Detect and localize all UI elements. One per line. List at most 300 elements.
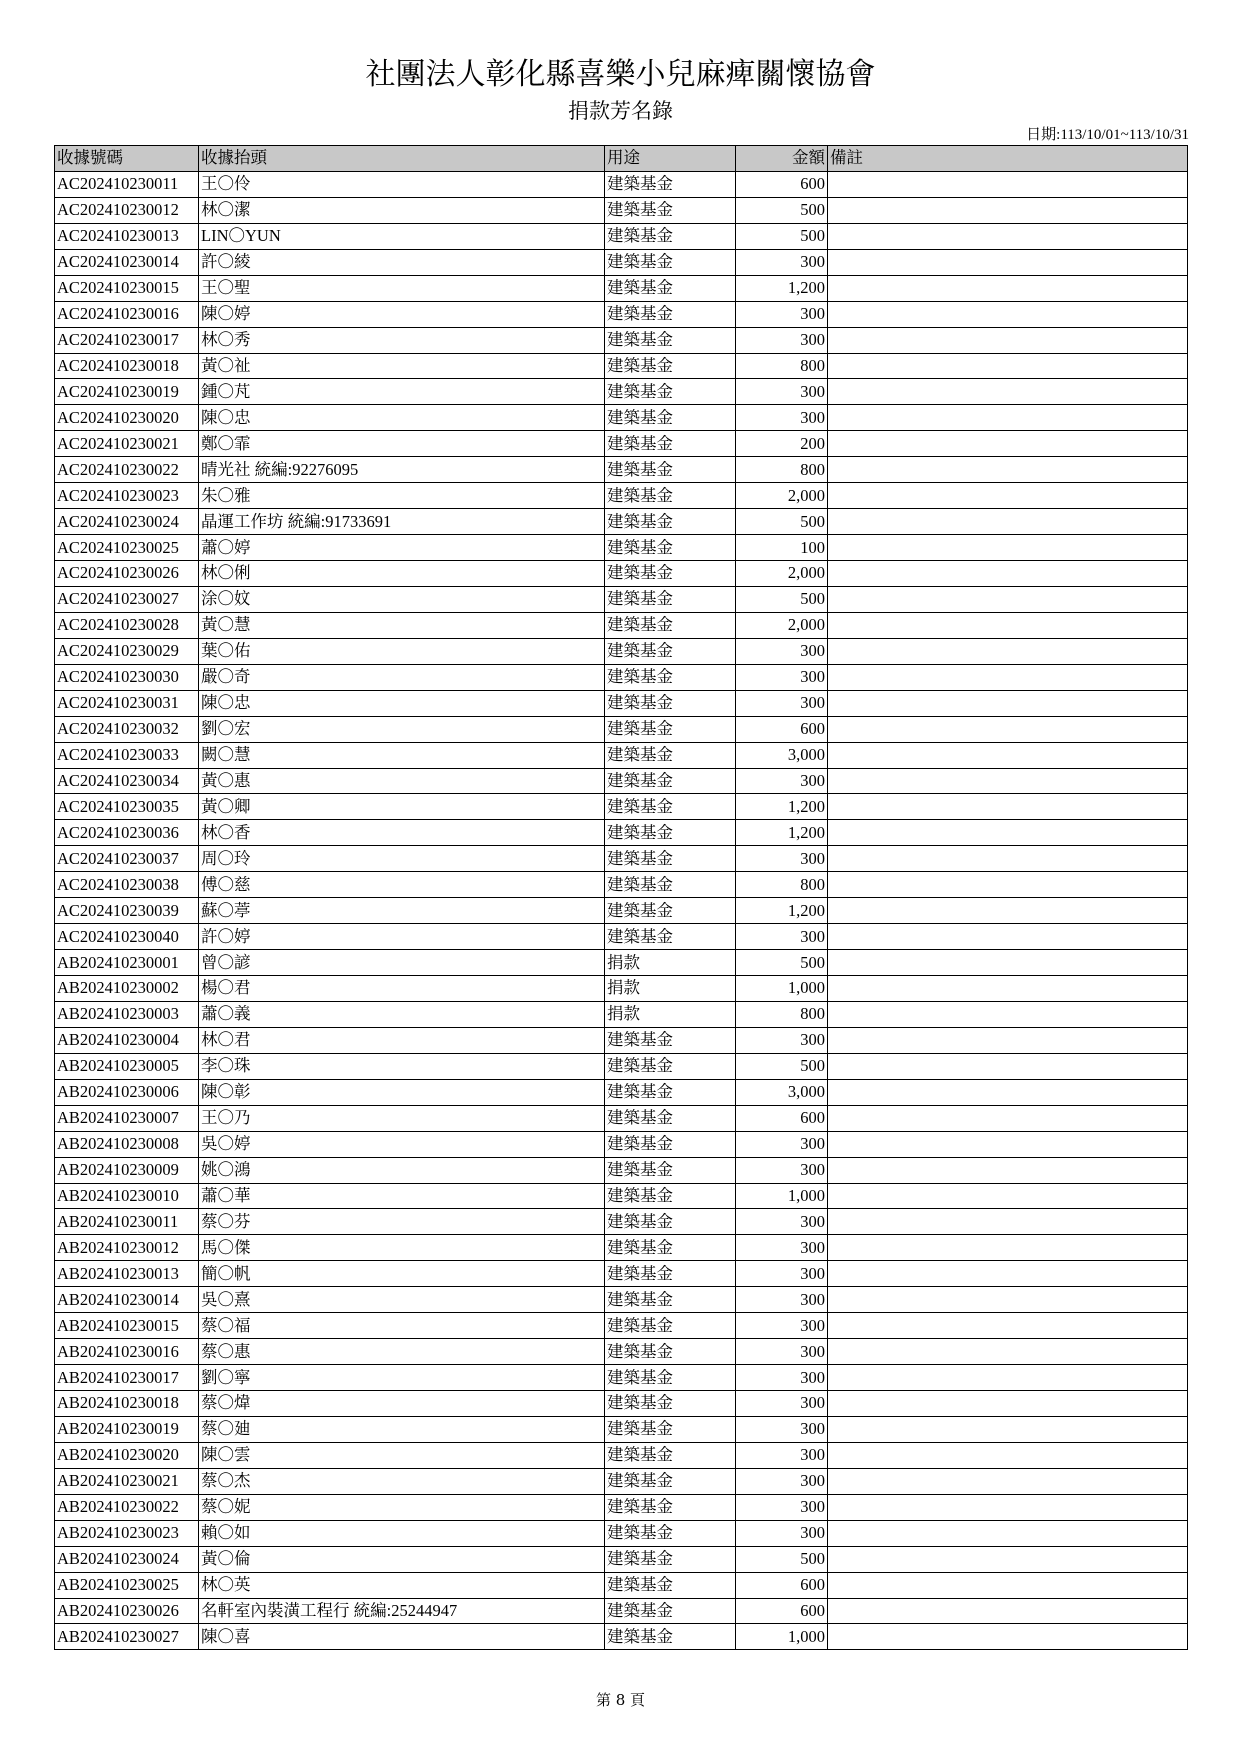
column-header-payee: 收據抬頭 — [199, 146, 605, 172]
payee-cell: 陳〇喜 — [199, 1624, 605, 1650]
purpose-cell: 建築基金 — [605, 612, 736, 638]
receipt-number-cell: AB202410230001 — [55, 950, 199, 976]
table-row — [55, 1131, 1188, 1157]
payee-cell: 王〇乃 — [199, 1105, 605, 1131]
receipt-number-cell: AC202410230011 — [55, 171, 199, 197]
payee-cell: 林〇俐 — [199, 561, 605, 587]
amount-cell: 300 — [736, 1131, 828, 1157]
purpose-cell: 建築基金 — [605, 1079, 736, 1105]
purpose-cell: 建築基金 — [605, 846, 736, 872]
amount-cell: 500 — [736, 509, 828, 535]
amount-cell: 300 — [736, 846, 828, 872]
remarks-cell — [828, 846, 1188, 872]
page-number: 第 8 頁 — [595, 1691, 646, 1709]
purpose-cell: 建築基金 — [605, 586, 736, 612]
payee-cell: 林〇香 — [199, 820, 605, 846]
table-row — [55, 846, 1188, 872]
payee-cell: 傅〇慈 — [199, 872, 605, 898]
purpose-cell: 建築基金 — [605, 223, 736, 249]
purpose-cell: 建築基金 — [605, 1598, 736, 1624]
amount-cell: 300 — [736, 1027, 828, 1053]
payee-cell: 王〇聖 — [199, 275, 605, 301]
payee-cell: 鍾〇芃 — [199, 379, 605, 405]
amount-cell: 300 — [736, 405, 828, 431]
amount-cell: 1,200 — [736, 898, 828, 924]
payee-cell: 姚〇鴻 — [199, 1157, 605, 1183]
table-row — [55, 535, 1188, 561]
receipt-number-cell: AC202410230018 — [55, 353, 199, 379]
remarks-cell — [828, 976, 1188, 1002]
payee-cell: 朱〇雅 — [199, 483, 605, 509]
amount-cell: 600 — [736, 1598, 828, 1624]
amount-cell: 100 — [736, 535, 828, 561]
amount-cell: 3,000 — [736, 742, 828, 768]
amount-cell: 300 — [736, 924, 828, 950]
amount-cell: 300 — [736, 768, 828, 794]
page-title: 社團法人彰化縣喜樂小兒麻痺關懷協會 — [365, 57, 876, 92]
payee-cell: 許〇婷 — [199, 924, 605, 950]
receipt-number-cell: AC202410230026 — [55, 561, 199, 587]
purpose-cell: 建築基金 — [605, 431, 736, 457]
purpose-cell: 建築基金 — [605, 1339, 736, 1365]
table-row — [55, 950, 1188, 976]
table-row — [55, 768, 1188, 794]
table-row — [55, 612, 1188, 638]
receipt-number-cell: AB202410230005 — [55, 1053, 199, 1079]
table-row — [55, 1442, 1188, 1468]
payee-cell: 曾〇諺 — [199, 950, 605, 976]
receipt-number-cell: AC202410230014 — [55, 249, 199, 275]
payee-cell: 蔡〇煒 — [199, 1391, 605, 1417]
table-header — [55, 146, 1188, 172]
payee-cell: 陳〇彰 — [199, 1079, 605, 1105]
payee-cell: 蕭〇婷 — [199, 535, 605, 561]
receipt-number-cell: AC202410230016 — [55, 301, 199, 327]
remarks-cell — [828, 535, 1188, 561]
purpose-cell: 建築基金 — [605, 742, 736, 768]
table-row — [55, 976, 1188, 1002]
table-row — [55, 1520, 1188, 1546]
receipt-number-cell: AC202410230012 — [55, 197, 199, 223]
remarks-cell — [828, 950, 1188, 976]
amount-cell: 300 — [736, 1391, 828, 1417]
receipt-number-cell: AC202410230037 — [55, 846, 199, 872]
table-body — [55, 171, 1188, 1649]
receipt-number-cell: AB202410230013 — [55, 1261, 199, 1287]
amount-cell: 300 — [736, 1468, 828, 1494]
remarks-cell — [828, 1624, 1188, 1650]
payee-cell: 黃〇慧 — [199, 612, 605, 638]
receipt-number-cell: AB202410230006 — [55, 1079, 199, 1105]
purpose-cell: 建築基金 — [605, 1416, 736, 1442]
payee-cell: 吳〇婷 — [199, 1131, 605, 1157]
remarks-cell — [828, 742, 1188, 768]
table-row — [55, 1053, 1188, 1079]
purpose-cell: 建築基金 — [605, 197, 736, 223]
table-row — [55, 1494, 1188, 1520]
payee-cell: 涂〇妏 — [199, 586, 605, 612]
amount-cell: 1,000 — [736, 1624, 828, 1650]
payee-cell: 楊〇君 — [199, 976, 605, 1002]
table-row — [55, 1313, 1188, 1339]
purpose-cell: 建築基金 — [605, 1157, 736, 1183]
amount-cell: 300 — [736, 1339, 828, 1365]
purpose-cell: 建築基金 — [605, 509, 736, 535]
amount-cell: 300 — [736, 1416, 828, 1442]
table-row — [55, 1261, 1188, 1287]
payee-cell: 名軒室內裝潢工程行 統編:25244947 — [199, 1598, 605, 1624]
purpose-cell: 建築基金 — [605, 483, 736, 509]
table-row — [55, 197, 1188, 223]
date-range: 日期:113/10/01~113/10/31 — [1026, 127, 1189, 143]
remarks-cell — [828, 1339, 1188, 1365]
payee-cell: 許〇綾 — [199, 249, 605, 275]
purpose-cell: 建築基金 — [605, 1261, 736, 1287]
column-header-receipt-no: 收據號碼 — [55, 146, 199, 172]
table-row — [55, 1624, 1188, 1650]
table-row — [55, 379, 1188, 405]
purpose-cell: 建築基金 — [605, 171, 736, 197]
amount-cell: 500 — [736, 197, 828, 223]
amount-cell: 300 — [736, 1365, 828, 1391]
remarks-cell — [828, 1001, 1188, 1027]
remarks-cell — [828, 1520, 1188, 1546]
receipt-number-cell: AB202410230008 — [55, 1131, 199, 1157]
purpose-cell: 建築基金 — [605, 872, 736, 898]
receipt-number-cell: AB202410230003 — [55, 1001, 199, 1027]
remarks-cell — [828, 664, 1188, 690]
receipt-number-cell: AB202410230010 — [55, 1183, 199, 1209]
remarks-cell — [828, 1235, 1188, 1261]
receipt-number-cell: AC202410230022 — [55, 457, 199, 483]
amount-cell: 300 — [736, 1157, 828, 1183]
table-row — [55, 638, 1188, 664]
table-row — [55, 171, 1188, 197]
remarks-cell — [828, 1494, 1188, 1520]
amount-cell: 300 — [736, 1442, 828, 1468]
remarks-cell — [828, 1391, 1188, 1417]
table-row — [55, 301, 1188, 327]
table-row — [55, 794, 1188, 820]
receipt-number-cell: AC202410230028 — [55, 612, 199, 638]
amount-cell: 1,200 — [736, 794, 828, 820]
remarks-cell — [828, 1131, 1188, 1157]
table-row — [55, 820, 1188, 846]
amount-cell: 600 — [736, 171, 828, 197]
payee-cell: 馬〇傑 — [199, 1235, 605, 1261]
amount-cell: 1,000 — [736, 1183, 828, 1209]
purpose-cell: 建築基金 — [605, 768, 736, 794]
amount-cell: 1,200 — [736, 820, 828, 846]
table-row — [55, 249, 1188, 275]
purpose-cell: 建築基金 — [605, 924, 736, 950]
remarks-cell — [828, 898, 1188, 924]
amount-cell: 500 — [736, 586, 828, 612]
remarks-cell — [828, 1546, 1188, 1572]
amount-cell: 300 — [736, 690, 828, 716]
remarks-cell — [828, 379, 1188, 405]
amount-cell: 300 — [736, 1235, 828, 1261]
purpose-cell: 建築基金 — [605, 1131, 736, 1157]
table-row — [55, 1468, 1188, 1494]
payee-cell: 王〇伶 — [199, 171, 605, 197]
amount-cell: 300 — [736, 638, 828, 664]
remarks-cell — [828, 1313, 1188, 1339]
payee-cell: 黃〇惠 — [199, 768, 605, 794]
amount-cell: 300 — [736, 301, 828, 327]
purpose-cell: 建築基金 — [605, 1572, 736, 1598]
remarks-cell — [828, 1365, 1188, 1391]
remarks-cell — [828, 1598, 1188, 1624]
payee-cell: 陳〇婷 — [199, 301, 605, 327]
table-row — [55, 509, 1188, 535]
purpose-cell: 建築基金 — [605, 405, 736, 431]
purpose-cell: 建築基金 — [605, 535, 736, 561]
remarks-cell — [828, 1572, 1188, 1598]
payee-cell: 黃〇卿 — [199, 794, 605, 820]
payee-cell: 陳〇忠 — [199, 690, 605, 716]
purpose-cell: 建築基金 — [605, 716, 736, 742]
remarks-cell — [828, 872, 1188, 898]
amount-cell: 500 — [736, 950, 828, 976]
receipt-number-cell: AC202410230040 — [55, 924, 199, 950]
amount-cell: 300 — [736, 249, 828, 275]
receipt-number-cell: AC202410230029 — [55, 638, 199, 664]
receipt-number-cell: AB202410230023 — [55, 1520, 199, 1546]
purpose-cell: 建築基金 — [605, 1365, 736, 1391]
amount-cell: 600 — [736, 716, 828, 742]
purpose-cell: 建築基金 — [605, 457, 736, 483]
purpose-cell: 建築基金 — [605, 794, 736, 820]
receipt-number-cell: AB202410230025 — [55, 1572, 199, 1598]
receipt-number-cell: AC202410230015 — [55, 275, 199, 301]
donor-table — [54, 145, 1188, 1650]
receipt-number-cell: AB202410230012 — [55, 1235, 199, 1261]
remarks-cell — [828, 820, 1188, 846]
purpose-cell: 建築基金 — [605, 1546, 736, 1572]
receipt-number-cell: AC202410230023 — [55, 483, 199, 509]
payee-cell: 林〇潔 — [199, 197, 605, 223]
purpose-cell: 捐款 — [605, 1001, 736, 1027]
amount-cell: 300 — [736, 1494, 828, 1520]
purpose-cell: 建築基金 — [605, 1624, 736, 1650]
table-row — [55, 1365, 1188, 1391]
payee-cell: 黃〇倫 — [199, 1546, 605, 1572]
payee-cell: 蔡〇妮 — [199, 1494, 605, 1520]
table-row — [55, 275, 1188, 301]
remarks-cell — [828, 1183, 1188, 1209]
payee-cell: 晴光社 統編:92276095 — [199, 457, 605, 483]
table-row — [55, 1079, 1188, 1105]
receipt-number-cell: AC202410230031 — [55, 690, 199, 716]
table-row — [55, 353, 1188, 379]
remarks-cell — [828, 1079, 1188, 1105]
amount-cell: 600 — [736, 1572, 828, 1598]
amount-cell: 500 — [736, 1053, 828, 1079]
table-row — [55, 561, 1188, 587]
purpose-cell: 建築基金 — [605, 638, 736, 664]
table-row — [55, 431, 1188, 457]
remarks-cell — [828, 1261, 1188, 1287]
table-row — [55, 1339, 1188, 1365]
receipt-number-cell: AC202410230017 — [55, 327, 199, 353]
receipt-number-cell: AB202410230004 — [55, 1027, 199, 1053]
remarks-cell — [828, 1105, 1188, 1131]
amount-cell: 3,000 — [736, 1079, 828, 1105]
table-row — [55, 1391, 1188, 1417]
purpose-cell: 建築基金 — [605, 1183, 736, 1209]
table-row — [55, 1287, 1188, 1313]
receipt-number-cell: AB202410230007 — [55, 1105, 199, 1131]
purpose-cell: 建築基金 — [605, 561, 736, 587]
payee-cell: 林〇英 — [199, 1572, 605, 1598]
receipt-number-cell: AC202410230027 — [55, 586, 199, 612]
amount-cell: 300 — [736, 379, 828, 405]
amount-cell: 2,000 — [736, 612, 828, 638]
payee-cell: 蔡〇福 — [199, 1313, 605, 1339]
receipt-number-cell: AB202410230018 — [55, 1391, 199, 1417]
purpose-cell: 建築基金 — [605, 1391, 736, 1417]
amount-cell: 200 — [736, 431, 828, 457]
purpose-cell: 建築基金 — [605, 275, 736, 301]
purpose-cell: 建築基金 — [605, 898, 736, 924]
amount-cell: 1,000 — [736, 976, 828, 1002]
receipt-number-cell: AB202410230027 — [55, 1624, 199, 1650]
receipt-number-cell: AC202410230039 — [55, 898, 199, 924]
purpose-cell: 建築基金 — [605, 1442, 736, 1468]
table-row — [55, 1572, 1188, 1598]
receipt-number-cell: AC202410230038 — [55, 872, 199, 898]
page-subtitle: 捐款芳名錄 — [568, 99, 673, 123]
receipt-number-cell: AC202410230019 — [55, 379, 199, 405]
amount-cell: 300 — [736, 1209, 828, 1235]
amount-cell: 1,200 — [736, 275, 828, 301]
remarks-cell — [828, 509, 1188, 535]
table-row — [55, 1157, 1188, 1183]
payee-cell: 周〇玲 — [199, 846, 605, 872]
amount-cell: 2,000 — [736, 561, 828, 587]
payee-cell: LIN〇YUN — [199, 223, 605, 249]
amount-cell: 800 — [736, 1001, 828, 1027]
payee-cell: 晶運工作坊 統編:91733691 — [199, 509, 605, 535]
payee-cell: 嚴〇奇 — [199, 664, 605, 690]
receipt-number-cell: AB202410230020 — [55, 1442, 199, 1468]
column-header-remarks: 備註 — [828, 146, 1188, 172]
receipt-number-cell: AB202410230016 — [55, 1339, 199, 1365]
payee-cell: 闕〇慧 — [199, 742, 605, 768]
purpose-cell: 建築基金 — [605, 327, 736, 353]
remarks-cell — [828, 924, 1188, 950]
payee-cell: 蔡〇惠 — [199, 1339, 605, 1365]
payee-cell: 陳〇忠 — [199, 405, 605, 431]
table-row — [55, 1416, 1188, 1442]
payee-cell: 簡〇帆 — [199, 1261, 605, 1287]
receipt-number-cell: AB202410230021 — [55, 1468, 199, 1494]
remarks-cell — [828, 197, 1188, 223]
table-row — [55, 872, 1188, 898]
purpose-cell: 建築基金 — [605, 379, 736, 405]
payee-cell: 劉〇宏 — [199, 716, 605, 742]
remarks-cell — [828, 690, 1188, 716]
column-header-purpose: 用途 — [605, 146, 736, 172]
remarks-cell — [828, 1442, 1188, 1468]
amount-cell: 500 — [736, 223, 828, 249]
payee-cell: 賴〇如 — [199, 1520, 605, 1546]
receipt-number-cell: AB202410230014 — [55, 1287, 199, 1313]
remarks-cell — [828, 638, 1188, 664]
remarks-cell — [828, 768, 1188, 794]
receipt-number-cell: AC202410230036 — [55, 820, 199, 846]
table-row — [55, 1546, 1188, 1572]
receipt-number-cell: AB202410230022 — [55, 1494, 199, 1520]
table-row — [55, 483, 1188, 509]
remarks-cell — [828, 171, 1188, 197]
header-row — [55, 146, 1188, 172]
receipt-number-cell: AC202410230034 — [55, 768, 199, 794]
amount-cell: 800 — [736, 457, 828, 483]
table-row — [55, 223, 1188, 249]
payee-cell: 黃〇祉 — [199, 353, 605, 379]
table-row — [55, 742, 1188, 768]
remarks-cell — [828, 1468, 1188, 1494]
amount-cell: 300 — [736, 1287, 828, 1313]
table-row — [55, 1001, 1188, 1027]
table-row — [55, 1027, 1188, 1053]
amount-cell: 300 — [736, 327, 828, 353]
payee-cell: 陳〇雲 — [199, 1442, 605, 1468]
remarks-cell — [828, 431, 1188, 457]
receipt-number-cell: AB202410230002 — [55, 976, 199, 1002]
payee-cell: 蔡〇廸 — [199, 1416, 605, 1442]
purpose-cell: 建築基金 — [605, 1494, 736, 1520]
purpose-cell: 建築基金 — [605, 820, 736, 846]
purpose-cell: 建築基金 — [605, 664, 736, 690]
table-row — [55, 1105, 1188, 1131]
amount-cell: 2,000 — [736, 483, 828, 509]
table-row — [55, 1235, 1188, 1261]
table-row — [55, 457, 1188, 483]
payee-cell: 李〇珠 — [199, 1053, 605, 1079]
amount-cell: 300 — [736, 1261, 828, 1287]
purpose-cell: 建築基金 — [605, 1468, 736, 1494]
table-row — [55, 924, 1188, 950]
payee-cell: 林〇君 — [199, 1027, 605, 1053]
receipt-number-cell: AC202410230030 — [55, 664, 199, 690]
amount-cell: 800 — [736, 353, 828, 379]
remarks-cell — [828, 612, 1188, 638]
receipt-number-cell: AB202410230011 — [55, 1209, 199, 1235]
payee-cell: 蔡〇杰 — [199, 1468, 605, 1494]
table-row — [55, 690, 1188, 716]
remarks-cell — [828, 327, 1188, 353]
receipt-number-cell: AC202410230025 — [55, 535, 199, 561]
remarks-cell — [828, 1287, 1188, 1313]
table-row — [55, 716, 1188, 742]
purpose-cell: 捐款 — [605, 976, 736, 1002]
receipt-number-cell: AC202410230021 — [55, 431, 199, 457]
table-row — [55, 1209, 1188, 1235]
amount-cell: 300 — [736, 664, 828, 690]
payee-cell: 蘇〇葶 — [199, 898, 605, 924]
remarks-cell — [828, 457, 1188, 483]
amount-cell: 300 — [736, 1520, 828, 1546]
receipt-number-cell: AC202410230013 — [55, 223, 199, 249]
remarks-cell — [828, 249, 1188, 275]
purpose-cell: 建築基金 — [605, 1287, 736, 1313]
purpose-cell: 建築基金 — [605, 1105, 736, 1131]
remarks-cell — [828, 1157, 1188, 1183]
remarks-cell — [828, 1209, 1188, 1235]
